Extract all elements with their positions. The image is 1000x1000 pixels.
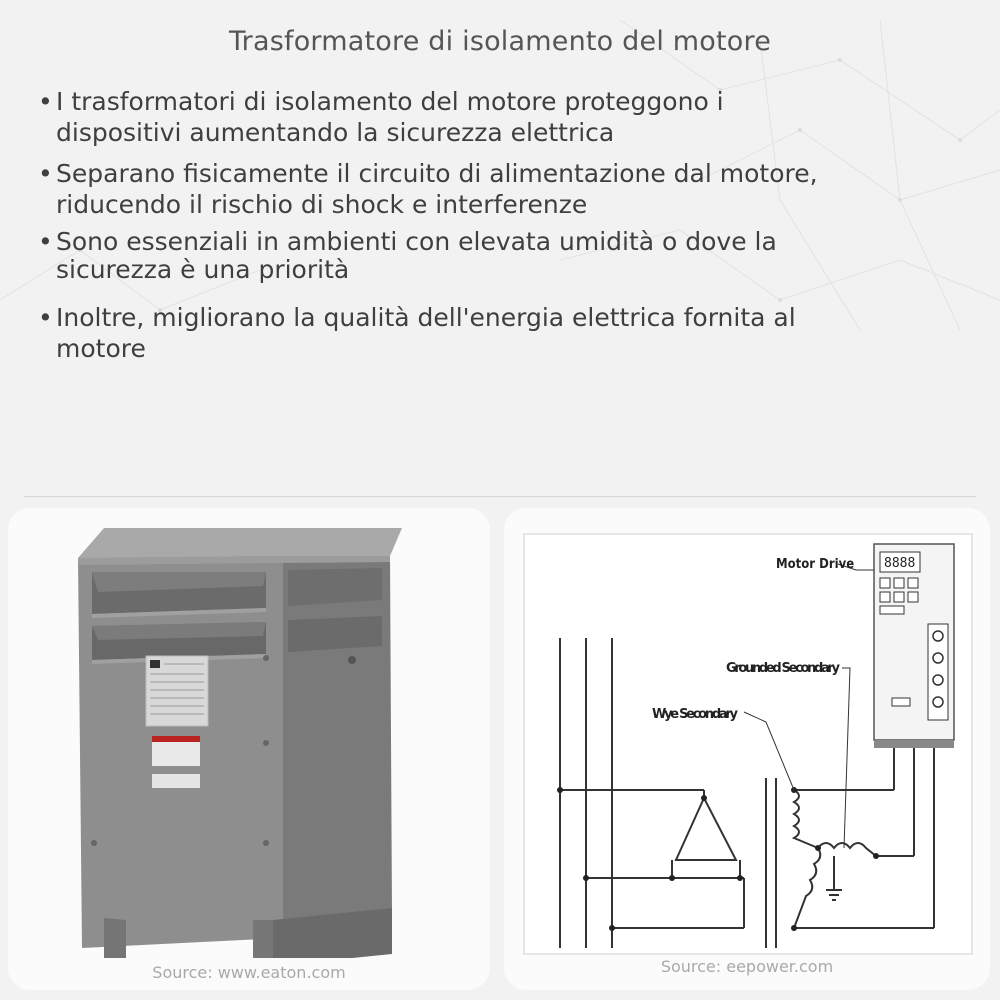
wiring-diagram [504, 508, 990, 958]
bullet-text-line: motore [56, 334, 146, 363]
bullet-text-line: Separano fisicamente il circuito di alimentazione dal motore, [56, 159, 818, 188]
page-title: Trasformatore di isolamento del motore [228, 26, 772, 57]
wiring-diagram-card [504, 508, 990, 990]
bullet-dot: • [38, 159, 53, 188]
transformer-image-card [8, 508, 490, 990]
bullet-list [34, 86, 964, 364]
bullet-text-line: dispositivi aumentando la sicurezza elettrica [56, 118, 615, 147]
bullet-text-line: sicurezza è una priorità [56, 255, 350, 284]
bullet-item [34, 228, 964, 284]
motor-drive-label: Motor Drive [776, 557, 855, 572]
bullet-dot: • [38, 303, 53, 332]
bullet-text-line: Sono essenziali in ambienti con elevata umidità o dove la [56, 227, 777, 256]
bullet-item [34, 158, 964, 220]
image-source-caption: Source: www.eaton.com [152, 963, 346, 982]
bullet-dot: • [38, 87, 53, 116]
bullet-text-line: Inoltre, migliorano la qualità dell'energia elettrica fornita al [56, 303, 796, 332]
bullet-dot: • [38, 227, 53, 256]
transformer-photo [8, 508, 490, 958]
bullet-text-line: I trasformatori di isolamento del motore proteggono i [56, 87, 724, 116]
image-source-caption: Source: eepower.com [660, 957, 834, 976]
section-divider [24, 496, 976, 497]
bullet-text-line: riducendo il rischio di shock e interferenze [56, 190, 588, 219]
drive-display-text: 8888 [884, 556, 916, 571]
bullet-item [34, 86, 964, 148]
bullet-item [34, 302, 964, 364]
wye-secondary-label: Wye Secondary [652, 707, 738, 722]
grounded-secondary-label: Grounded Secondary [726, 661, 840, 676]
